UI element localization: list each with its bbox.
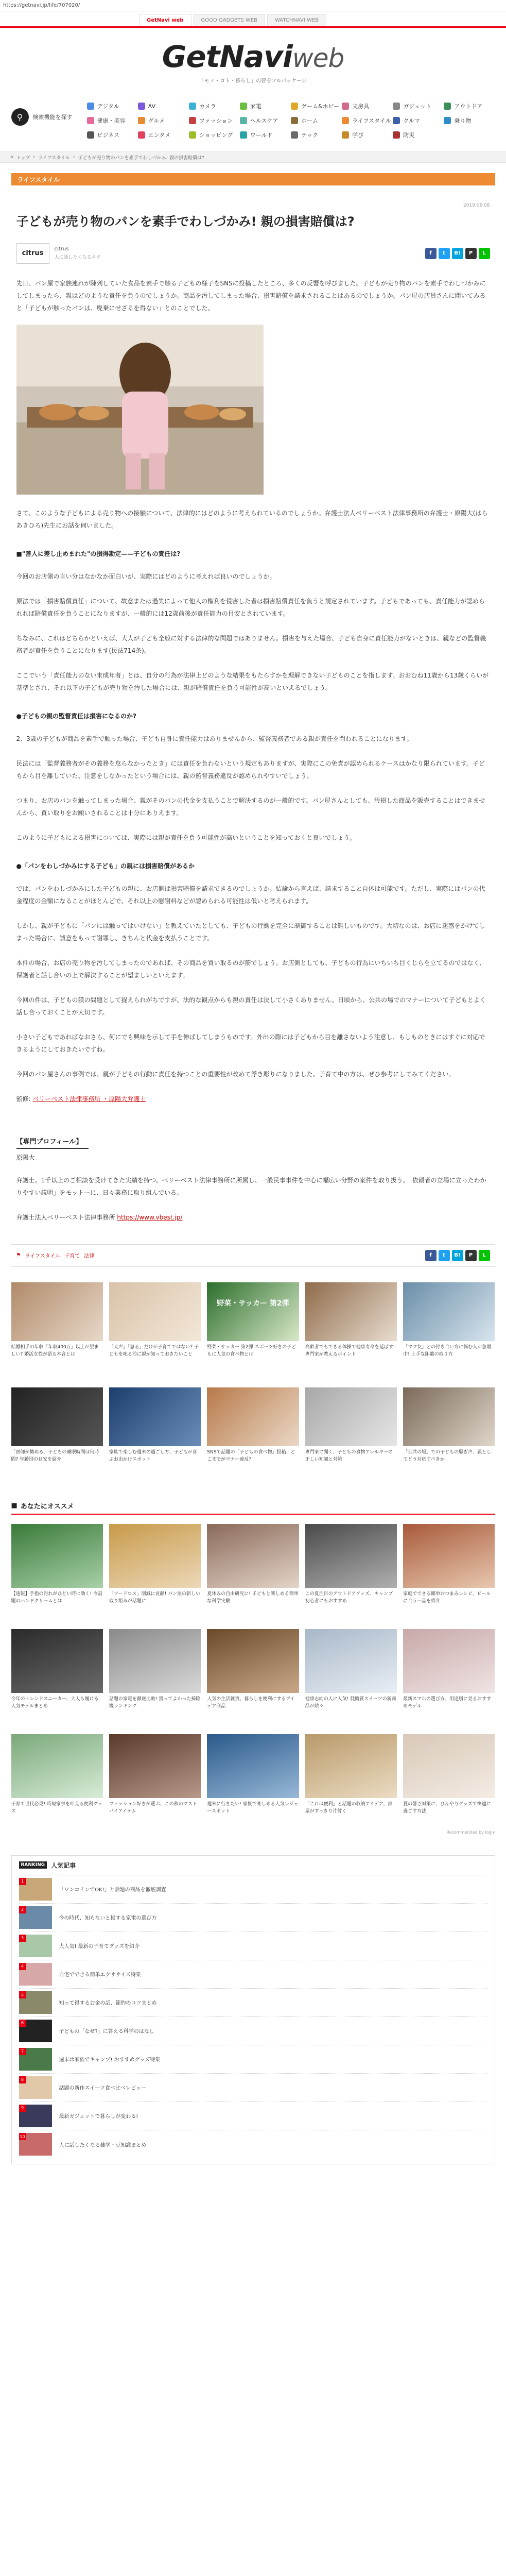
category-icon — [87, 131, 94, 139]
recommend-card[interactable] — [11, 1524, 103, 1617]
ranking-title: 知って得するお金の話、節約のコツまとめ — [59, 2001, 157, 2007]
related-card[interactable] — [305, 1282, 397, 1375]
category-icon — [189, 117, 196, 124]
ranking-title: 子どもの「なぜ?」に答える科学のはなし — [59, 2029, 154, 2035]
recommend-thumbnail — [109, 1524, 201, 1588]
related-thumbnail — [403, 1282, 495, 1341]
category-label: 乗り物 — [454, 117, 472, 124]
category-link[interactable] — [240, 102, 291, 110]
ranking-title: 自宅でできる簡単エクササイズ特集 — [59, 1972, 141, 1978]
related-card[interactable] — [109, 1387, 201, 1480]
share-f-icon[interactable]: f — [425, 248, 437, 259]
recommend-card[interactable] — [305, 1629, 397, 1722]
recommend-card[interactable] — [403, 1734, 495, 1827]
firm-line — [16, 1211, 490, 1224]
ranking-item[interactable] — [19, 1875, 487, 1904]
related-caption: 「大声」「怒る」だけが子育てではない? 子どもを叱る前に親が知っておきたいこと — [109, 1344, 199, 1357]
share-f-icon[interactable]: f — [425, 1250, 437, 1261]
recommend-thumbnail — [305, 1629, 397, 1693]
related-card[interactable] — [207, 1282, 299, 1375]
related-card[interactable] — [109, 1282, 201, 1375]
related-card[interactable] — [403, 1282, 495, 1375]
rank-number: 9 — [19, 2105, 26, 2112]
paragraph: 民法には「監督義務者がその義務を怠らなかったとき」には責任を負わないという規定もありますが、実際にこの免責が認められるケースはかなり限られています。子どもから目を離していた、注意をしなかったという場合には、親の監督義務違反が認められやすいでしょう。 — [16, 759, 485, 779]
category-label: 学び — [352, 132, 364, 139]
subheading: ●「パンをわしづかみにする子ども」の親には損害賠償があるか — [16, 862, 195, 870]
category-link[interactable] — [138, 116, 189, 125]
recommend-thumbnail — [403, 1734, 495, 1798]
tag-link[interactable]: 法律 — [84, 1253, 95, 1260]
recommend-card[interactable] — [305, 1524, 397, 1617]
recommend-card[interactable] — [109, 1524, 201, 1617]
subheading: ■"善人に差し止めまれた"の損得勘定——子どもの責任は? — [16, 550, 181, 557]
recommend-caption: 「フードロス」削減に貢献! パン屋の新しい取り組みが話題に — [109, 1591, 201, 1604]
category-label: ホーム — [301, 117, 318, 124]
category-link[interactable] — [87, 102, 138, 110]
article-tags — [16, 1251, 95, 1259]
ranking-thumbnail — [19, 1963, 52, 1986]
recommend-card[interactable] — [109, 1734, 201, 1827]
category-label: グルメ — [148, 117, 165, 124]
share-t-icon[interactable]: t — [439, 1250, 450, 1261]
chevron-right-icon: › — [33, 155, 36, 160]
related-caption: 家族で楽しむ週末の過ごし方、子どもが喜ぶお出かけスポット — [109, 1449, 197, 1462]
category-link[interactable] — [342, 116, 393, 125]
category-label: AV — [148, 103, 155, 110]
category-link[interactable] — [189, 102, 240, 110]
related-caption: 専門家に聞く、子どもの食物アレルギーの正しい知識と対策 — [305, 1449, 393, 1462]
category-icon — [444, 117, 451, 124]
related-thumbnail — [207, 1282, 299, 1341]
rank-number: 1 — [19, 1878, 26, 1885]
category-icon — [189, 131, 196, 139]
category-link[interactable] — [189, 131, 240, 139]
tab-good-gadgets[interactable]: GOOD GADGETS WEB — [194, 14, 265, 26]
author-row — [16, 243, 490, 264]
author[interactable] — [16, 243, 101, 264]
category-icon — [138, 117, 145, 124]
home-icon: ⌂ — [10, 155, 13, 160]
breadcrumb — [0, 151, 506, 163]
rank-number: 3 — [19, 1935, 26, 1942]
rank-number: 5 — [19, 1991, 26, 1998]
source-line — [16, 1093, 490, 1105]
recommend-caption: ファッション好きが選ぶ、この秋のマストバイアイテム — [109, 1801, 197, 1814]
breadcrumb-current: 子どもが売り物のパンを素手でわしづかみ! 親の損害賠償は? — [78, 155, 204, 161]
category-label: クルマ — [403, 117, 420, 124]
site-tabs — [0, 11, 506, 28]
related-thumbnail — [11, 1387, 103, 1446]
category-link[interactable] — [291, 116, 342, 125]
paragraph: しかし、親が子どもに「パンには触ってはいけない」と教えていたとしても、子どもの行動を完全に制御することは難しいものです。大切なのは、お店に迷惑をかけてしまった場合に、誠意をもって謝罪し、きちんと代金を支払うことです。 — [16, 922, 485, 942]
category-label: ライフスタイル — [352, 117, 391, 124]
category-link[interactable] — [138, 131, 189, 139]
related-card[interactable] — [207, 1387, 299, 1480]
recommend-caption: 話題の家電を徹底比較! 買ってよかった掃除機ランキング — [109, 1696, 201, 1709]
recommend-caption: この夏注目のアウトドアグッズ、キャンプ初心者にもおすすめ — [305, 1591, 393, 1604]
author-name: citrus — [54, 246, 69, 252]
related-thumbnail — [305, 1282, 397, 1341]
share-buttons — [425, 248, 490, 259]
tab-getnavi[interactable]: GetNavi web — [139, 14, 191, 26]
related-caption: 野菜・サッカー 第2弾 スポーツ好きの子どもに人気の食べ物とは — [207, 1344, 296, 1357]
ranking-thumbnail — [19, 2076, 52, 2099]
paragraph: ここでいう「責任能力のない未成年者」とは、自分の行為が法律上どのような結果をもたらすかを理解できない子どものことを指します。おおむね11歳から13歳くらいが基準とされ、それ以下の子どもが売り物を汚した場合には、親が賠償責任を負う可能性が高いといえるでしょう。 — [16, 671, 489, 691]
category-label: ガジェット — [403, 103, 432, 110]
category-label: 家電 — [250, 103, 261, 110]
url-text: https://getnavi.jp/life/707020/ — [3, 3, 80, 8]
related-thumbnail — [207, 1387, 299, 1446]
recommend-card[interactable] — [207, 1524, 299, 1617]
tag-bar — [11, 1244, 495, 1267]
category-icon — [393, 131, 400, 139]
recommend-title: あなたにオススメ — [20, 1502, 74, 1511]
paragraph: 本件の場合、お店の売り物を汚してしまったのであれば、その商品を買い取るのが筋でしょう。お店側としても、子どもの行為にいちいち目くじらを立てるのではなく、保護者と話し合いの上で解決することが望ましいといえます。 — [16, 959, 486, 979]
category-link[interactable] — [291, 131, 342, 139]
recommend-card[interactable] — [403, 1524, 495, 1617]
share-bb-icon[interactable]: B! — [452, 1250, 463, 1261]
url-bar — [0, 0, 506, 11]
rank-number: 10 — [19, 2133, 26, 2140]
paragraph: 小さい子どもであればなおさら、何にでも興味を示して手を伸ばしてしまうものです。外出の際には子どもから目を離さないよう注意し、もしものときにはすぐに対応できるようにしておきたいですね。 — [16, 1033, 485, 1053]
tag-icon: ⚑ — [16, 1252, 21, 1259]
tagline: 「モノ・コト・暮らし」の智をフルパッケージ — [199, 78, 307, 84]
article-title: 子どもが売り物のパンを素手でわしづかみ! 親の損害賠償は? — [16, 214, 355, 229]
category-link[interactable] — [291, 102, 342, 110]
related-thumbnail — [109, 1387, 201, 1446]
recommend-card[interactable] — [11, 1734, 103, 1827]
firm-link[interactable]: https://www.vbest.jp/ — [117, 1213, 183, 1221]
ranking-thumbnail — [19, 2020, 52, 2042]
site-logo[interactable] — [162, 39, 344, 74]
related-caption: 「公共の場」での子どもの騒ぎ声、親としてどう対応すべきか — [403, 1449, 492, 1462]
profile-title: 【専門プロフィール】 — [16, 1136, 89, 1149]
paragraph: このように子どもによる損害については、実際には親が責任を負う可能性が高いということを知っておくと良いでしょう。 — [16, 834, 356, 841]
category-icon — [240, 103, 247, 110]
recommend-caption: 「これは便利」と話題の収納アイデア、部屋がすっきり片付く — [305, 1801, 393, 1814]
author-subtitle: 人に話したくなるネタ — [54, 255, 101, 261]
ranking-badge: RANKING — [19, 1861, 47, 1869]
related-caption: 高齢者でもできる体操で健康寿命を延ばす! 専門家が教えるポイント — [305, 1344, 395, 1357]
category-link[interactable] — [444, 116, 495, 125]
category-icon — [342, 131, 349, 139]
category-nav — [11, 98, 495, 139]
ranking-item[interactable] — [19, 1989, 487, 2017]
paragraph: 2、3歳の子どもが商品を素手で触った場合、子ども自身に責任能力はありませんから、監督義務者である親が責任を問われることになります。 — [16, 735, 413, 742]
recommend-thumbnail — [207, 1629, 299, 1693]
category-icon — [291, 103, 298, 110]
logo-main: GetNavi — [162, 39, 292, 74]
rank-number: 2 — [19, 1906, 26, 1913]
related-card[interactable] — [403, 1387, 495, 1480]
recommend-thumbnail — [11, 1629, 103, 1693]
powered-by: Recommended by logly — [446, 1829, 495, 1835]
article-date: 2019.06.08 — [463, 203, 490, 208]
recommend-thumbnail — [109, 1734, 201, 1798]
paragraph: ちなみに、これはどちらかといえば、大人が子ども全般に対する法律的な問題ではありません。損害を与えた場合、子ども自身に責任能力がないときは、親などの監督義務者が責任を負うことになります(民法714条)。 — [16, 634, 486, 654]
recommend-caption: 【速報】手指の汚れがひどい時に効く! 今話題のハンドクリームとは — [11, 1591, 102, 1604]
ranking-title: 今の時代、知らないと損する家電の選び方 — [59, 1916, 157, 1922]
tag-link[interactable]: 子育て — [64, 1253, 80, 1260]
ranking-item[interactable] — [19, 2074, 487, 2102]
category-link[interactable] — [393, 116, 444, 125]
profile-name: 原陽大 — [16, 1154, 35, 1161]
masthead — [0, 28, 506, 95]
recommend-card[interactable] — [403, 1629, 495, 1722]
related-card[interactable] — [305, 1387, 397, 1480]
category-link[interactable] — [240, 116, 291, 125]
recommend-thumbnail — [403, 1524, 495, 1588]
chevron-right-icon: › — [73, 155, 75, 160]
tab-watchnavi[interactable]: WATCHNAVI WEB — [267, 14, 326, 26]
recommend-caption: 最新スマホの選び方、用途別に見るおすすめモデル — [403, 1696, 492, 1709]
category-label: テック — [301, 132, 318, 139]
search-label: 検索機能を探す — [32, 114, 73, 121]
related-caption: 「ママ友」との付き合い方に悩む人が急増中! 上手な距離の取り方 — [403, 1344, 492, 1357]
ranking-header — [19, 1856, 487, 1875]
recommend-thumbnail — [207, 1524, 299, 1588]
category-label: ヘルスケア — [250, 117, 278, 124]
recommend-caption: 今年のトレンドスニーカー、大人も履ける人気モデルまとめ — [11, 1696, 99, 1709]
category-icon — [291, 117, 298, 124]
ranking-thumbnail — [19, 1991, 52, 2014]
recommend-caption: 週末に行きたい! 家族で楽しめる人気レジャースポット — [207, 1801, 299, 1814]
breadcrumb-section[interactable]: ライフスタイル — [38, 155, 70, 161]
recommend-thumbnail — [207, 1734, 299, 1798]
search-button[interactable] — [11, 98, 73, 126]
paragraph: 今回のパン屋さんの事例では、親が子どもの行動に責任を持つことの重要性が改めて浮き彫りになりました。子育て中の方は、ぜひ参考にしてみてください。 — [16, 1070, 455, 1078]
category-label: ファッション — [199, 117, 233, 124]
paragraph: さて、このような子どもによる売り物への接触について、法律的にはどのように考えられているのでしょうか。弁護士法人ベリーベスト法律事務所の弁護士・原陽大(はらあきひろ)先生にお話を伺いました。 — [16, 509, 488, 529]
category-link[interactable] — [138, 102, 189, 110]
category-icon — [342, 103, 349, 110]
share-t-icon[interactable]: t — [439, 248, 450, 259]
logo-sub: web — [292, 43, 344, 73]
ranking-thumbnail — [19, 2048, 52, 2071]
ranking-title: 人に話したくなる雑学・豆知識まとめ — [59, 2142, 147, 2148]
firm-label: 弁護士法人ベリーベスト法律事務所 — [16, 1213, 115, 1221]
rank-number: 4 — [19, 1963, 26, 1970]
ranking-list — [19, 1875, 487, 2159]
rank-number: 6 — [19, 2020, 26, 2027]
hero-image — [16, 325, 264, 495]
ranking-title: 最新ガジェットで暮らしが変わる! — [59, 2114, 138, 2120]
source-link[interactable]: ベリーベスト法律事務所 ・原陽大弁護士 — [32, 1095, 146, 1103]
search-icon: ⚲ — [11, 108, 29, 126]
breadcrumb-home[interactable]: トップ — [16, 155, 30, 161]
recommend-caption: 人気の生活雑貨、暮らしを便利にするアイデア商品 — [207, 1696, 295, 1709]
ranking-item[interactable] — [19, 2130, 487, 2159]
category-link[interactable] — [189, 116, 240, 125]
ranking-thumbnail — [19, 1878, 52, 1901]
category-icon — [393, 103, 400, 110]
related-thumbnail — [403, 1387, 495, 1446]
category-icon — [138, 131, 145, 139]
category-label: デジタル — [97, 103, 119, 110]
article-lead: 先日、パン屋で家族連れが陳列していた食品を素手で触る子どもの様子をSNSに投稿したところ、多くの反響を呼びました。子どもが売り物のパンを素手でわしづかみにしてしまったら、親はどのような責任を負うのでしょうか。商品を汚してしまった場合、損害賠償を請求されることはあるのでしょうか。パン屋の店員さんに聞いてみると「子どもが触ったパンは、廃棄にせざるを得ない」とのことでした。 — [16, 279, 486, 312]
related-caption: SNSで話題の「子どもの食べ物」投稿、どこまでがマナー違反? — [207, 1449, 295, 1462]
related-thumbnail — [305, 1387, 397, 1446]
share-l-icon[interactable]: L — [479, 248, 490, 259]
ranking-thumbnail — [19, 1906, 52, 1929]
paragraph: では、パンをわしづかみにした子どもの親に、お店側は損害賠償を請求できるのでしょうか。結論から言えば、請求すること自体は可能です。ただし、実際にはパンの代金程度の金額になることがほとんどで、それ以上の慰謝料などが認められる可能性は低いと考えられます。 — [16, 885, 485, 905]
category-icon — [342, 117, 349, 124]
profile-text: 弁護士。1千以上のご相談を受けてきた実績を持つ。ベリーベスト法律事務所に所属し、一般民事事件を中心に幅広い分野の案件を取り扱う。「依頼者の立場に立ったわかりやすい説明」をモットーに、日々業務に取り組んでいる。 — [16, 1176, 486, 1196]
category-link[interactable] — [393, 102, 444, 110]
rank-number: 7 — [19, 2048, 26, 2055]
share-p-icon[interactable]: P — [465, 1250, 477, 1261]
recommend-thumbnail — [11, 1524, 103, 1588]
category-label: カメラ — [199, 103, 216, 110]
category-label: ワールド — [250, 132, 273, 139]
category-icon — [87, 117, 94, 124]
author-logo: citrus — [16, 243, 49, 264]
ranking-item[interactable] — [19, 2017, 487, 2045]
recommend-heading — [11, 1501, 495, 1515]
recommend-thumbnail — [305, 1524, 397, 1588]
recommend-thumbnail — [11, 1734, 103, 1798]
category-label: 文房具 — [352, 103, 370, 110]
recommend-card[interactable] — [109, 1629, 201, 1722]
ranking-thumbnail — [19, 2133, 52, 2156]
ranking-item[interactable] — [19, 2102, 487, 2130]
ranking-title: 週末は家族でキャンプ! おすすめグッズ特集 — [59, 2057, 161, 2063]
related-articles — [11, 1282, 495, 1480]
recommend-card[interactable] — [207, 1629, 299, 1722]
recommend-thumbnail — [109, 1629, 201, 1693]
category-icon — [189, 103, 196, 110]
paragraph: 今回の件は、子どもの躾の問題として捉えられがちですが、法的な観点からも親の責任は決して小さくありません。日頃から、公共の場でのマナーについて子どもとよく話し合っておくことが大切です。 — [16, 996, 486, 1016]
category-link[interactable] — [444, 102, 495, 110]
related-card[interactable] — [11, 1387, 103, 1480]
article — [11, 203, 495, 1224]
recommend-icon: ■ — [11, 1501, 18, 1510]
recommend-thumbnail — [305, 1734, 397, 1798]
share-bb-icon[interactable]: B! — [452, 248, 463, 259]
source-label: 監修: — [16, 1095, 31, 1103]
ranking-title: 大人気! 最新の子育てグッズを紹介 — [59, 1944, 140, 1950]
thumbnail-badge: 野菜・サッカー 第2弾 — [217, 1299, 289, 1308]
category-icon — [240, 117, 247, 124]
category-grid — [87, 98, 495, 139]
category-label: ゲーム&ホビー — [301, 103, 340, 110]
recommend-caption: 健康志向の人に人気! 低糖質スイーツの新商品が続々 — [305, 1696, 396, 1709]
related-thumbnail — [109, 1282, 201, 1341]
category-label: エンタメ — [148, 132, 171, 139]
category-icon — [291, 131, 298, 139]
category-icon — [444, 103, 451, 110]
category-icon — [138, 103, 145, 110]
related-thumbnail — [11, 1282, 103, 1341]
ranking-item[interactable] — [19, 1960, 487, 1989]
recommend-caption: 家庭でできる簡単おつまみレシピ、ビールに合う一品を紹介 — [403, 1591, 491, 1604]
category-link[interactable] — [240, 131, 291, 139]
category-label: 健康・美容 — [97, 117, 126, 124]
share-buttons-bottom — [425, 1250, 490, 1261]
recommend-grid — [11, 1524, 495, 1827]
ranking-thumbnail — [19, 2105, 52, 2127]
rank-number: 8 — [19, 2076, 26, 2083]
category-label: ショッピング — [199, 132, 233, 139]
ranking-title: 人気記事 — [51, 1861, 76, 1869]
recommend-card[interactable] — [207, 1734, 299, 1827]
ranking-item[interactable] — [19, 1904, 487, 1932]
category-link[interactable] — [87, 116, 138, 125]
recommend-caption: 子育て世代必見! 時短家事を叶える便利グッズ — [11, 1801, 102, 1814]
related-caption: 結婚相手の年収「年収400万」以上が望ましい? 婚活女性が語る本音とは — [11, 1344, 99, 1357]
related-caption: 「医師が勧める」子どもの睡眠時間は何時間? 年齢別の目安を紹介 — [11, 1449, 99, 1462]
category-icon — [87, 103, 94, 110]
ranking-item[interactable] — [19, 2045, 487, 2074]
recommend-thumbnail — [403, 1629, 495, 1693]
child-with-bread-photo — [16, 325, 264, 495]
category-link[interactable] — [87, 131, 138, 139]
paragraph: 原法では「損害賠償責任」について、故意または過失によって他人の権利を侵害した者は損害賠償責任を負うと規定されています。子どもであっても、責任能力が認められれば賠償責任を負うことになりますが、一般的には12歳前後が責任能力の目安とされています。 — [16, 597, 485, 617]
tag-link[interactable]: ライフスタイル — [25, 1253, 61, 1260]
paragraph: つまり、お店のパンを触ってしまった場合、親がそのパンの代金を支払うことで解決するのが一般的です。パン屋さんとしても、汚損した商品を販売することはできませんから、買い取りをお願いされることは十分にありえます。 — [16, 796, 485, 817]
category-icon — [393, 117, 400, 124]
category-icon — [240, 131, 247, 139]
paragraph: 今回のお店側の言い分はなかなか面白いが、実際にはどのように考えれば良いのでしょうか。 — [16, 572, 276, 580]
category-label: 防災 — [403, 132, 415, 139]
section-heading: ライフスタイル — [11, 173, 495, 185]
recommend-caption: 夏休みの自由研究に! 子どもと楽しめる簡単な科学実験 — [207, 1591, 299, 1604]
category-link[interactable] — [342, 131, 393, 139]
ranking-item[interactable] — [19, 1932, 487, 1960]
recommend-caption: 夏の暑さ対策に、ひんやりグッズで快適に過ごす方法 — [403, 1801, 491, 1814]
ranking-title: 「ワンコインでOK!」と話題の商品を徹底調査 — [59, 1887, 166, 1893]
share-p-icon[interactable]: P — [465, 248, 477, 259]
ranking-title: 話題の新作スイーツ食べ比べレビュー — [59, 2086, 146, 2092]
category-link[interactable] — [393, 131, 444, 139]
subheading: ●子どもの親の監督責任は損害になるのか? — [16, 712, 136, 720]
ranking-box — [11, 1855, 495, 2164]
ranking-thumbnail — [19, 1935, 52, 1957]
share-l-icon[interactable]: L — [479, 1250, 490, 1261]
recommend-card[interactable] — [305, 1734, 397, 1827]
category-link[interactable] — [342, 102, 393, 110]
recommend-card[interactable] — [11, 1629, 103, 1722]
category-label: アウトドア — [454, 103, 483, 110]
related-card[interactable] — [11, 1282, 103, 1375]
category-label: ビジネス — [97, 132, 120, 139]
